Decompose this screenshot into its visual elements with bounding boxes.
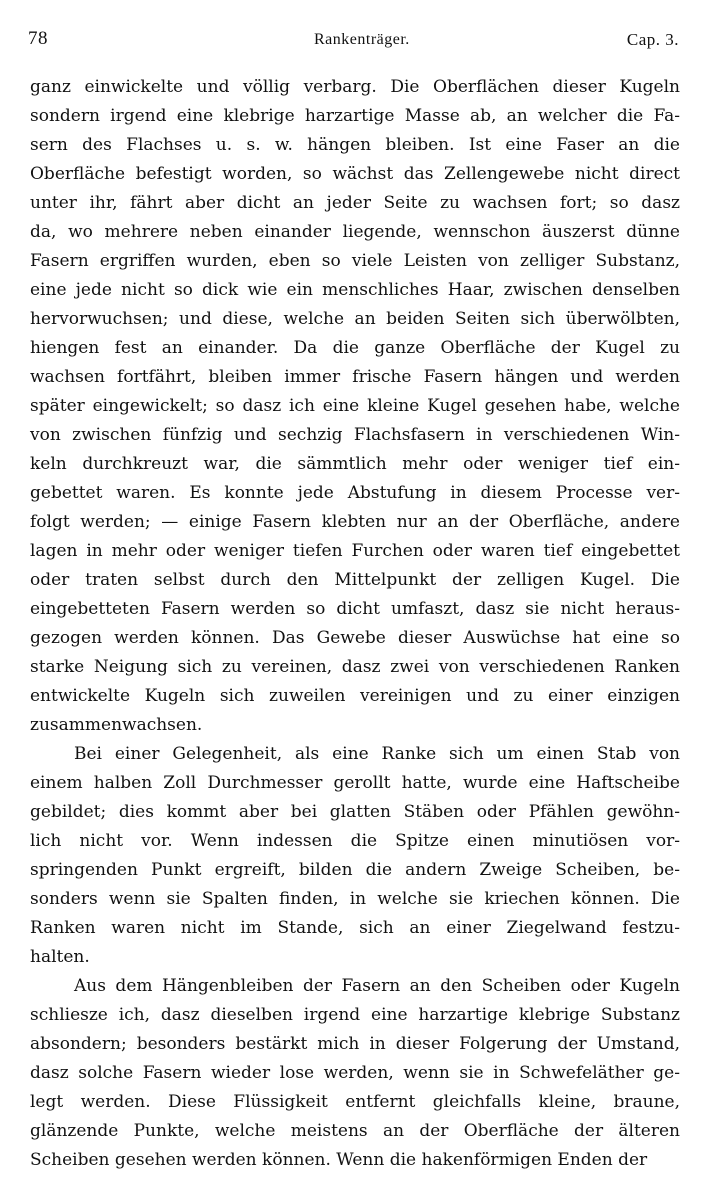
- text-line: legt werden. Diese Flüssigkeit entfernt gleichfalls kleine, braune,: [30, 1092, 680, 1112]
- text-line: keln durchkreuzt war, die sämmtlich mehr oder weniger tief ein-: [30, 454, 680, 474]
- paragraph: [30, 972, 680, 1175]
- text-line: gezogen werden können. Das Gewebe dieser Auswüchse hat eine so: [30, 628, 680, 648]
- text-line: gebildet; dies kommt aber bei glatten Stäben oder Pfählen gewöhn-: [30, 802, 680, 822]
- text-line: unter ihr, fährt aber dicht an jeder Seite zu wachsen fort; so dasz: [30, 193, 680, 213]
- text-line: lagen in mehr oder weniger tiefen Furchen oder waren tief eingebettet: [30, 541, 680, 561]
- text-line: Scheiben gesehen werden können. Wenn die hakenförmigen Enden der: [30, 1150, 648, 1170]
- text-line: springenden Punkt ergreift, bilden die andern Zweige Scheiben, be-: [30, 860, 680, 880]
- chapter-label: Cap. 3.: [626, 30, 679, 49]
- text-line: hervorwuchsen; und diese, welche an beiden Seiten sich überwölbten,: [30, 309, 680, 329]
- text-line: da, wo mehrere neben einander liegende, wennschon äuszerst dünne: [30, 222, 680, 242]
- text-line: wachsen fortfährt, bleiben immer frische Fasern hängen und werden: [30, 367, 680, 387]
- text-line: einem halben Zoll Durchmesser gerollt hatte, wurde eine Haftscheibe: [30, 773, 680, 793]
- text-line: Oberfläche befestigt worden, so wächst das Zellengewebe nicht direct: [30, 164, 680, 184]
- text-line: entwickelte Kugeln sich zuweilen vereinigen und zu einer einzigen: [30, 686, 680, 706]
- text-line: gebettet waren. Es konnte jede Abstufung in diesem Processe ver-: [30, 483, 680, 503]
- page-number: 78: [28, 28, 48, 49]
- text-line: später eingewickelt; so dasz ich eine kleine Kugel gesehen habe, welche: [30, 396, 680, 416]
- text-line: dasz solche Fasern wieder lose werden, wenn sie in Schwefeläther ge-: [30, 1063, 680, 1083]
- text-line: absondern; besonders bestärkt mich in dieser Folgerung der Umstand,: [30, 1034, 680, 1054]
- page-header: [28, 28, 679, 50]
- paragraph: [30, 740, 680, 972]
- text-line: halten.: [30, 947, 90, 967]
- text-line: hiengen fest an einander. Da die ganze Oberfläche der Kugel zu: [30, 338, 680, 358]
- text-line: eingebetteten Fasern werden so dicht umfaszt, dasz sie nicht heraus-: [30, 599, 680, 619]
- text-line: oder traten selbst durch den Mittelpunkt der zelligen Kugel. Die: [30, 570, 680, 590]
- text-line: folgt werden; — einige Fasern klebten nur an der Oberfläche, andere: [30, 512, 680, 532]
- text-line: Bei einer Gelegenheit, als eine Ranke sich um einen Stab von: [74, 744, 680, 764]
- body-text: [30, 73, 680, 1175]
- text-line: von zwischen fünfzig und sechzig Flachsfasern in verschiedenen Win-: [30, 425, 680, 445]
- text-line: eine jede nicht so dick wie ein menschliches Haar, zwischen denselben: [30, 280, 680, 300]
- text-line: sern des Flachses u. s. w. hängen bleiben. Ist eine Faser an die: [30, 135, 680, 155]
- text-line: sonders wenn sie Spalten finden, in welche sie kriechen können. Die: [30, 889, 680, 909]
- text-line: Fasern ergriffen wurden, eben so viele Leisten von zelliger Substanz,: [30, 251, 680, 271]
- text-line: starke Neigung sich zu vereinen, dasz zwei von verschiedenen Ranken: [30, 657, 680, 677]
- paragraph: [30, 73, 680, 740]
- text-line: zusammenwachsen.: [30, 715, 203, 735]
- text-line: Aus dem Hängenbleiben der Fasern an den Scheiben oder Kugeln: [74, 976, 680, 996]
- text-line: Ranken waren nicht im Stande, sich an einer Ziegelwand festzu-: [30, 918, 680, 938]
- running-title: Rankenträger.: [314, 31, 410, 48]
- text-line: sondern irgend eine klebrige harzartige Masse ab, an welcher die Fa-: [30, 106, 680, 126]
- text-line: schliesze ich, dasz dieselben irgend eine harzartige klebrige Substanz: [30, 1005, 680, 1025]
- text-line: lich nicht vor. Wenn indessen die Spitze einen minutiösen vor-: [30, 831, 680, 851]
- text-line: glänzende Punkte, welche meistens an der Oberfläche der älteren: [30, 1121, 680, 1141]
- text-line: ganz einwickelte und völlig verbarg. Die Oberflächen dieser Kugeln: [30, 77, 680, 97]
